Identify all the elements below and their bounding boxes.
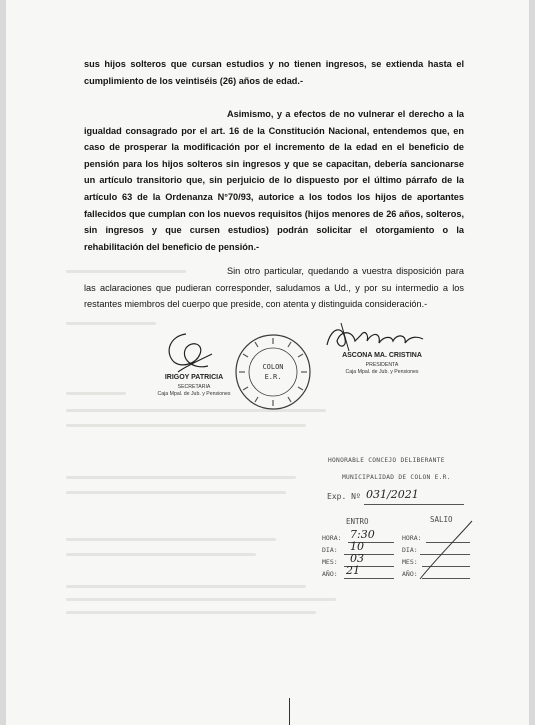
bleed-through-line xyxy=(66,270,186,273)
bleed-through-line xyxy=(66,611,316,614)
signer-right-org: Caja Mpal. de Jub. y Pensiones xyxy=(345,369,419,375)
stamp-mes-label: MES: xyxy=(322,558,338,566)
official-round-seal xyxy=(233,332,313,412)
page-edge-mark xyxy=(289,698,290,725)
bleed-through-line xyxy=(66,585,306,588)
bleed-through-line xyxy=(66,538,276,541)
stamp-line-municipality: MUNICIPALIDAD DE COLON E.R. xyxy=(342,474,451,481)
stamp-mes-value: 03 xyxy=(350,552,364,565)
bleed-through-line xyxy=(66,424,306,427)
stamp-dia-label: DIA: xyxy=(322,546,338,554)
bleed-through-line xyxy=(66,553,256,556)
stamp-exit-cross-stroke xyxy=(416,519,476,581)
stamp-ano-label: AÑO: xyxy=(322,570,338,578)
bleed-through-line xyxy=(66,322,156,325)
stamp-hora-label: HORA: xyxy=(322,534,342,542)
stamp-entry-header: ENTRO xyxy=(346,517,369,526)
bleed-through-line xyxy=(66,491,286,494)
seal-center-text-2: E.R. xyxy=(264,373,282,381)
stamp-ano-exit-label: AÑO: xyxy=(402,570,418,578)
paragraph-intro: sus hijos solteros que cursan estudios y no tienen ingresos, se extienda hasta el cumplimiento de los veintiséis (26) años de edad.- xyxy=(84,59,464,86)
bleed-through-line xyxy=(66,598,336,601)
stamp-hora-value: 7:30 xyxy=(350,528,375,541)
signature-left-scribble xyxy=(156,330,216,378)
seal-center-text: COLON xyxy=(262,363,284,371)
stamp-dia-exit-label: DIA: xyxy=(402,546,418,554)
signature-right-scribble xyxy=(321,317,431,357)
bleed-through-line xyxy=(66,392,126,395)
paragraph-main: Asimismo, y a efectos de no vulnerar el derecho a la igualdad consagrado por el art. 16 de la Constitución Nacional, entendemos que, en caso de prosperar la modificación por el incremento de la edad en el beneficio de pensión para los hijos solteros sin ingresos y que se capacitan, debería sancionarse un artículo transitorio que, sin perjuicio de lo dispuesto por el último párrafo de la artículo 63 de la Ordenanza N°70/93, autorice a los todos los hijos de aportantes fallecidos que cumplan con los nuevos requisitos (hijos menores de 26 años, solteros, sin ingresos y que cursen estudios) podrán solicitar el otorgamiento o la rehabilitación del beneficio de pensión.- xyxy=(84,109,464,252)
signer-left-role: SECRETARIA xyxy=(177,384,211,390)
stamp-line-council: HONORABLE CONCEJO DELIBERANTE xyxy=(328,457,445,464)
bleed-through-line xyxy=(66,476,296,479)
stamp-exp-underline xyxy=(364,504,464,505)
stamp-exit-header: SALIO xyxy=(430,515,453,524)
paragraph-closing: Sin otro particular, quedando a vuestra disposición para las aclaraciones que pudieran corresponder, saludamos a Ud., y por su intermedio a los restantes miembros del cuerpo que preside, con atenta y distinguida consideración.- xyxy=(84,266,464,310)
document-page xyxy=(6,0,529,725)
reception-stamp xyxy=(324,457,484,587)
stamp-hora-exit-label: HORA: xyxy=(402,534,422,542)
stamp-dia-value: 10 xyxy=(350,540,364,553)
signer-right-name: ASCONA MA. CRISTINA xyxy=(342,352,422,359)
stamp-exp-label: Exp. Nº xyxy=(327,492,361,501)
stamp-mes-exit-label: MES: xyxy=(402,558,418,566)
stamp-exp-number: 031/2021 xyxy=(366,488,419,501)
signer-left-org: Caja Mpal. de Jub. y Pensiones xyxy=(157,391,231,397)
stamp-ano-value: 21 xyxy=(346,564,360,577)
signer-right-role: PRESIDENTA xyxy=(365,362,399,368)
stamp-ano-line xyxy=(344,578,394,579)
signer-left-name: IRIGOY PATRICIA xyxy=(164,374,224,381)
